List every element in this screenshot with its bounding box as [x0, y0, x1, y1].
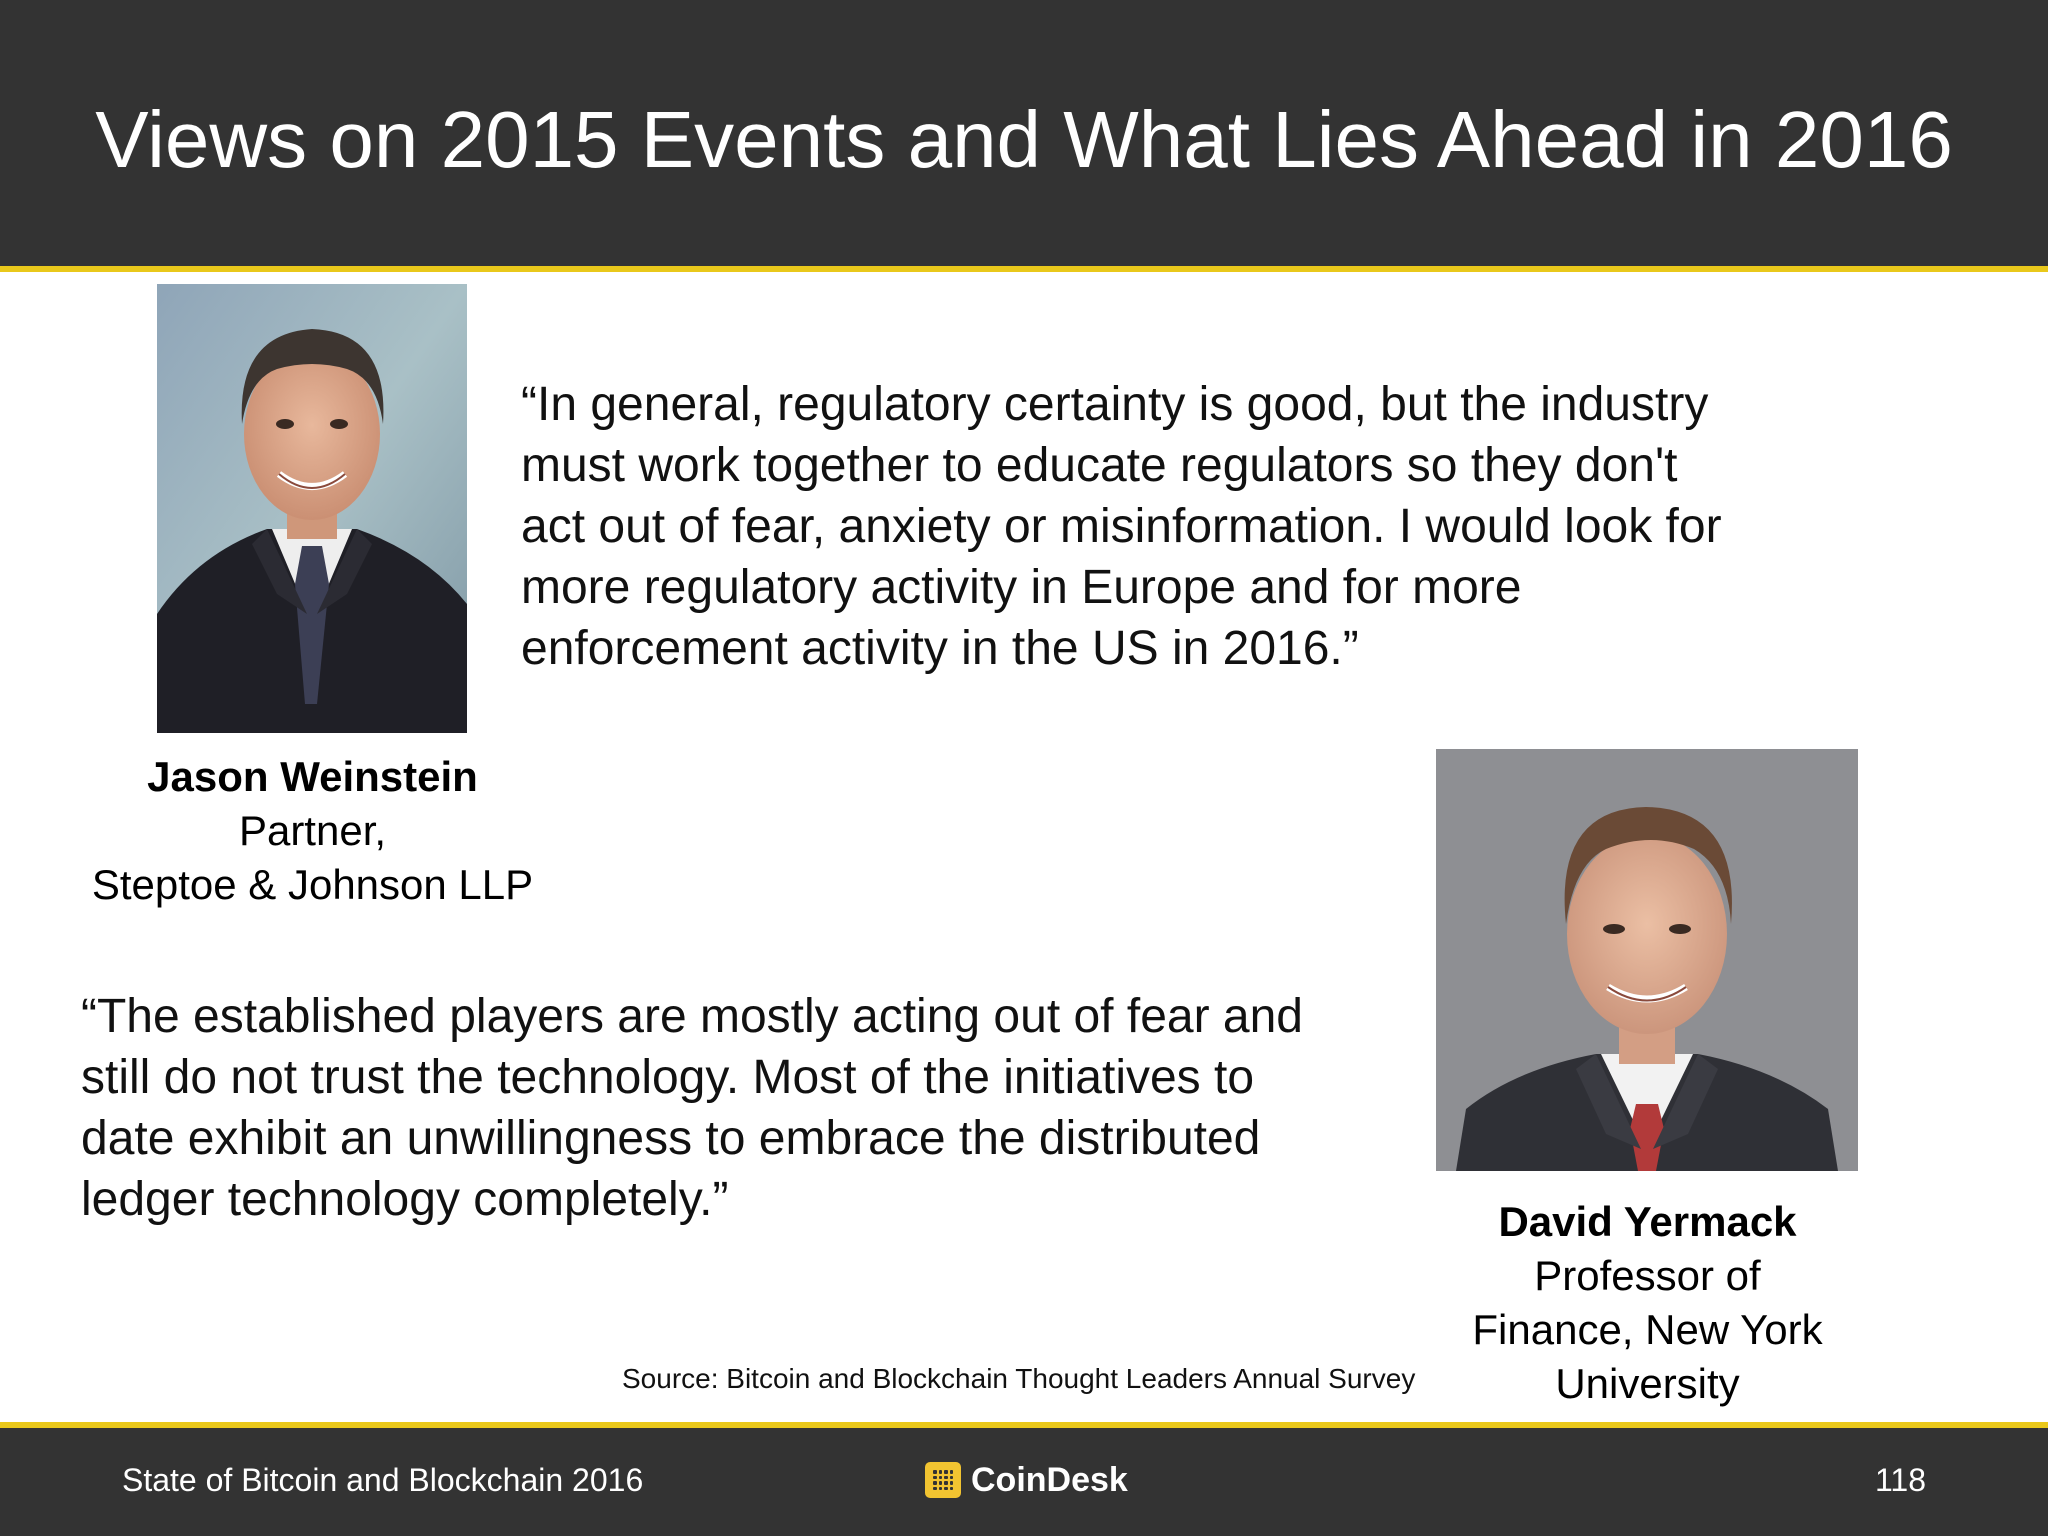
- quote-line: date exhibit an unwillingness to embrace the distributed: [81, 1112, 1261, 1165]
- person-name: David Yermack: [1498, 1198, 1797, 1245]
- portrait-david-yermack: [1436, 749, 1858, 1171]
- person-caption-jason-weinstein: [40, 750, 585, 912]
- quote-line: more regulatory activity in Europe and for more: [521, 561, 1522, 614]
- footer-report-title: State of Bitcoin and Blockchain 2016: [122, 1462, 644, 1498]
- slide-title: Views on 2015 Events and What Lies Ahead in 2016: [95, 95, 1953, 184]
- quote-jason-weinstein: [521, 374, 1821, 679]
- quote-line: “In general, regulatory certainty is good, but the industry: [521, 378, 1709, 431]
- quote-line: must work together to educate regulators so they don't: [521, 439, 1678, 492]
- brand-name: CoinDesk: [971, 1461, 1128, 1499]
- person-name: Jason Weinstein: [147, 753, 478, 800]
- person-title-line: University: [1555, 1360, 1740, 1407]
- quote-line: still do not trust the technology. Most of the initiatives to: [81, 1051, 1255, 1104]
- page-number: 118: [1874, 1462, 1926, 1498]
- quote-line: “The established players are mostly acting out of fear and: [81, 990, 1303, 1043]
- person-title-line: Steptoe & Johnson LLP: [91, 861, 534, 908]
- quote-line: ledger technology completely.”: [81, 1173, 729, 1226]
- source-note: Source: Bitcoin and Blockchain Thought Leaders Annual Survey: [622, 1363, 1416, 1394]
- coindesk-logo-icon: [925, 1462, 961, 1498]
- person-title-line: Partner,: [238, 807, 387, 854]
- person-title-line: Finance, New York: [1472, 1306, 1823, 1353]
- quote-line: act out of fear, anxiety or misinformation. I would look for: [521, 500, 1722, 553]
- coindesk-brand: [925, 1458, 1128, 1502]
- person-title-line: Professor of: [1534, 1252, 1761, 1299]
- portrait-jason-weinstein: [157, 284, 467, 733]
- person-caption-david-yermack: [1410, 1195, 1885, 1411]
- quote-david-yermack: [81, 986, 1441, 1230]
- header-accent-rule: [0, 266, 2048, 272]
- quote-line: enforcement activity in the US in 2016.”: [521, 622, 1359, 675]
